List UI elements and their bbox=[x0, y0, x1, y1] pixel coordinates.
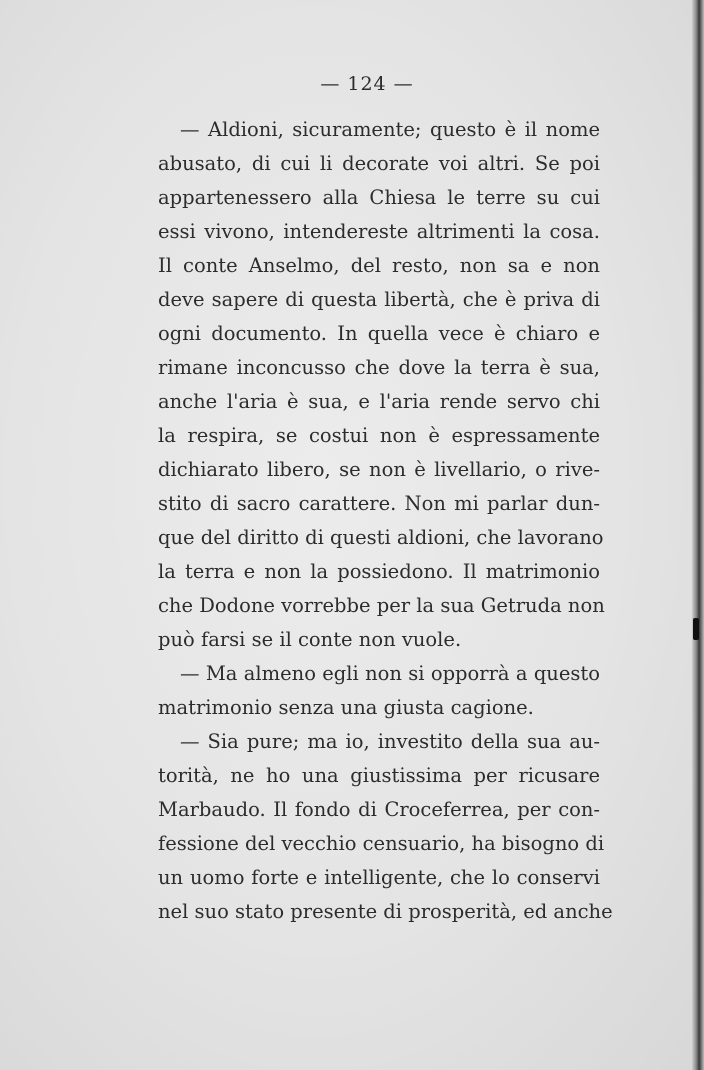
text-line: matrimonio senza una giusta cagione. bbox=[158, 696, 534, 719]
text-line: la respira, se costui non è espressamente bbox=[158, 424, 600, 447]
edge-mark bbox=[693, 618, 699, 640]
text-line: abusato, di cui li decorate voi altri. Se poi bbox=[158, 152, 600, 175]
text-line: appartenessero alla Chiesa le terre su cui bbox=[158, 186, 600, 209]
text-line: può farsi se il conte non vuole. bbox=[158, 628, 462, 651]
text-line: anche l'aria è sua, e l'aria rende servo chi bbox=[158, 390, 600, 413]
text-line: che Dodone vorrebbe per la sua Getruda non bbox=[158, 594, 605, 617]
text-line: torità, ne ho una giustissima per ricusare bbox=[158, 764, 600, 787]
text-line: un uomo forte e intelligente, che lo conservi bbox=[158, 866, 600, 889]
text-line: fessione del vecchio censuario, ha bisogno di bbox=[158, 832, 605, 855]
text-line: essi vivono, intendereste altrimenti la cosa. bbox=[158, 220, 600, 243]
text-line: nel suo stato presente di prosperità, ed anche bbox=[158, 900, 613, 923]
text-line: rimane inconcusso che dove la terra è sua, bbox=[158, 356, 600, 379]
text-line: deve sapere di questa libertà, che è priva di bbox=[158, 288, 600, 311]
text-line: — Aldioni, sicuramente; questo è il nome bbox=[180, 118, 600, 141]
text-line: dichiarato libero, se non è livellario, o rive- bbox=[158, 458, 600, 481]
page-number: — 124 — bbox=[320, 73, 414, 95]
text-line: — Sia pure; ma io, investito della sua au- bbox=[180, 730, 600, 753]
text-line: ogni documento. In quella vece è chiaro e bbox=[158, 322, 600, 345]
text-line: stito di sacro carattere. Non mi parlar dun- bbox=[158, 492, 600, 515]
page-edge-shadow bbox=[692, 0, 704, 1070]
text-line: que del diritto di questi aldioni, che lavorano bbox=[158, 526, 604, 549]
body-text bbox=[158, 113, 613, 929]
text-line: Il conte Anselmo, del resto, non sa e non bbox=[158, 254, 600, 277]
text-line: la terra e non la possiedono. Il matrimonio bbox=[158, 560, 600, 583]
text-line: Marbaudo. Il fondo di Croceferrea, per con- bbox=[158, 798, 600, 821]
text-line: — Ma almeno egli non si opporrà a questo bbox=[180, 662, 600, 685]
